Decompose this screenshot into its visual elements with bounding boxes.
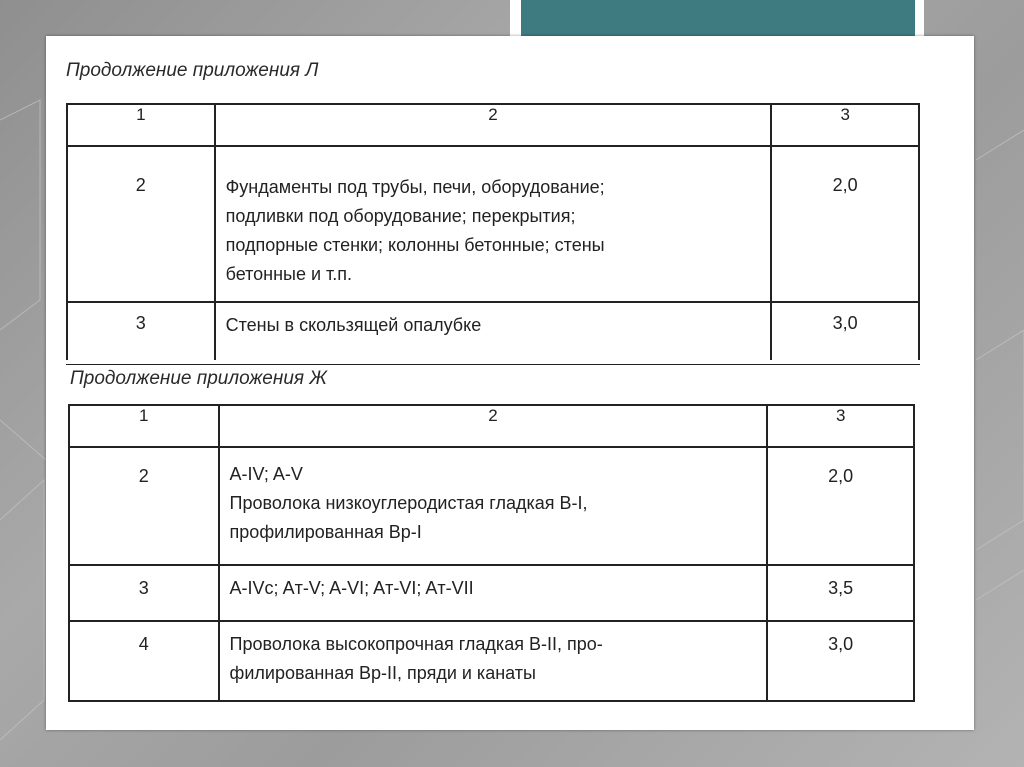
row-line: Стены в скользящей опалубке: [225, 315, 482, 335]
row-description: [219, 565, 768, 621]
table1-title: Продолжение приложения Л: [66, 60, 319, 81]
table-row: [69, 621, 914, 701]
table-prilozhenie-l: [66, 103, 920, 365]
table-row: [69, 565, 914, 621]
header-cell-1: 1: [69, 405, 219, 447]
row-description: [219, 447, 768, 565]
row-line: Проволока низкоуглеродистая гладкая В-I,: [229, 493, 588, 513]
row-line: A-IVc; Aт-V; A-VI; Aт-VI; Aт-VII: [229, 578, 474, 598]
row-number: 4: [69, 621, 219, 701]
table2-title: Продолжение приложения Ж: [70, 368, 327, 389]
row-value: 3,5: [767, 565, 914, 621]
table-row: [67, 146, 919, 302]
row-line: профилированная Вр-I: [229, 522, 422, 542]
header-cell-3: 3: [771, 104, 919, 146]
row-line: A-IV; A-V: [229, 464, 303, 484]
table-row: [67, 302, 919, 364]
row-number: 2: [69, 447, 219, 565]
accent-bar: [521, 0, 915, 40]
table-cut-edge: [66, 360, 926, 364]
row-line: подпорные стенки; колонны бетонные; стены: [225, 235, 605, 255]
row-description: [215, 146, 772, 302]
row-value: 3,0: [767, 621, 914, 701]
row-line: подливки под оборудование; перекрытия;: [225, 206, 576, 226]
row-value: 2,0: [767, 447, 914, 565]
table-header-row: [69, 405, 914, 447]
header-cell-1: 1: [67, 104, 215, 146]
row-line: бетонные и т.п.: [225, 264, 353, 284]
row-line: Фундаменты под трубы, печи, оборудование;: [225, 177, 605, 197]
row-value: 2,0: [771, 146, 919, 302]
table-header-row: [67, 104, 919, 146]
row-value: 3,0: [771, 302, 919, 364]
row-line: Проволока высокопрочная гладкая В-II, про-: [229, 634, 603, 654]
header-cell-3: 3: [767, 405, 914, 447]
table-row: [69, 447, 914, 565]
table-prilozhenie-zh: [68, 404, 915, 702]
row-description: [215, 302, 772, 364]
row-description: [219, 621, 768, 701]
row-number: 3: [67, 302, 215, 364]
header-cell-2: 2: [215, 104, 772, 146]
header-cell-2: 2: [219, 405, 768, 447]
row-number: 3: [69, 565, 219, 621]
row-line: филированная Вр-II, пряди и канаты: [229, 663, 536, 683]
row-number: 2: [67, 146, 215, 302]
